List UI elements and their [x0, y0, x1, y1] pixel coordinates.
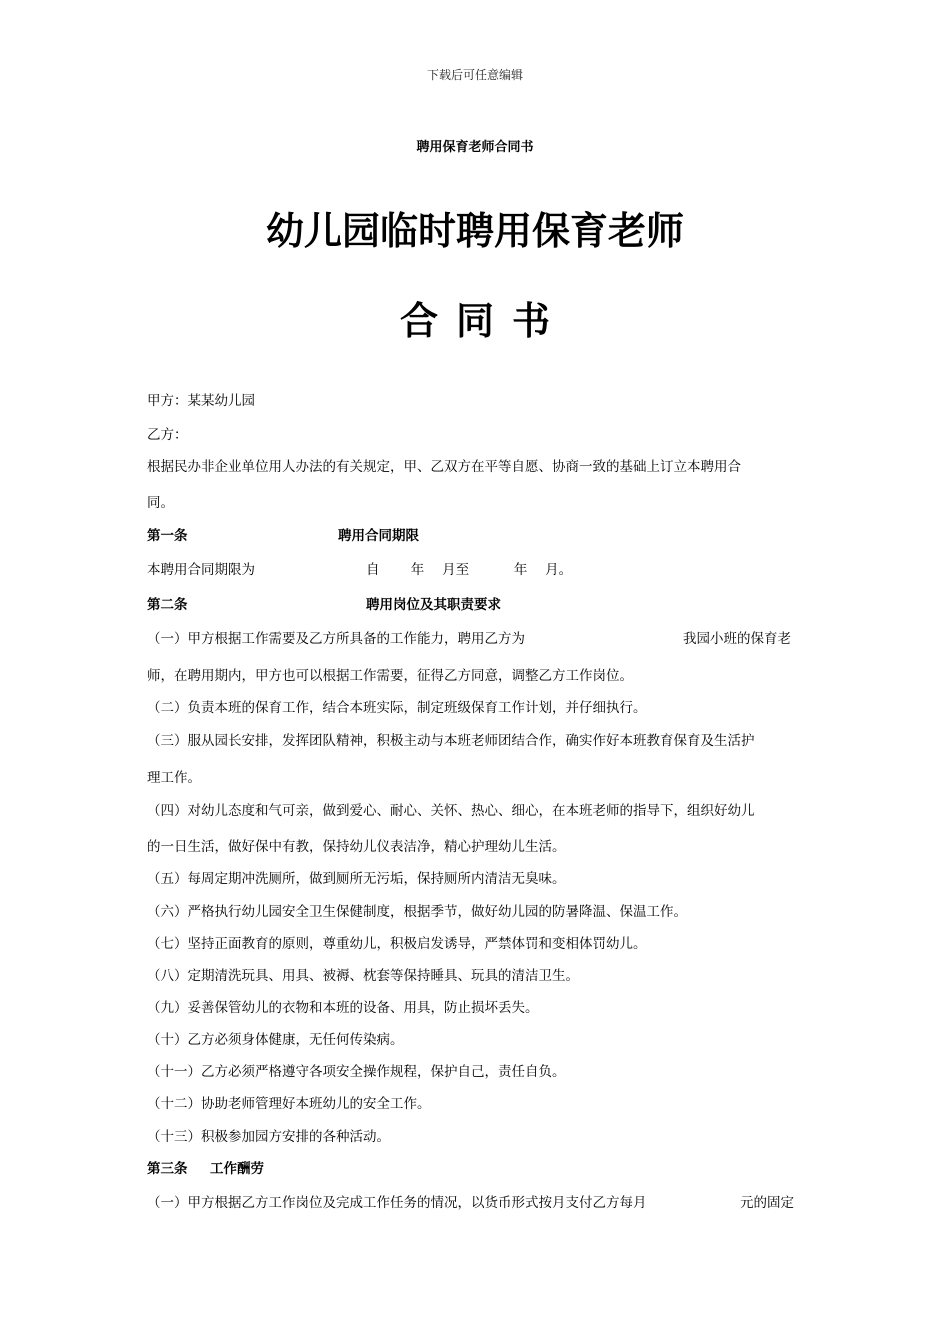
duty-11: （十一）乙方必须严格遵守各项安全操作规程，保护自己，责任自负。: [147, 1064, 566, 1080]
document-title-line-1: 幼儿园临时聘用保育老师: [265, 209, 684, 253]
party-a: 甲方：某某幼儿园: [147, 393, 255, 409]
duty-3-line-1: （三）服从园长安排，发挥团队精神，积极主动与本班老师团结合作，确实作好本班教育保育及生活护: [147, 733, 755, 749]
intro-line-1: 根据民办非企业单位用人办法的有关规定，甲、乙双方在平等自愿、协商一致的基础上订立本聘用合: [147, 459, 741, 475]
duty-5: （五）每周定期冲洗厕所，做到厕所无污垢，保持厕所内清洁无臭味。: [147, 871, 566, 887]
duty-1-line-2: 师，在聘用期内，甲方也可以根据工作需要，征得乙方同意，调整乙方工作岗位。: [147, 668, 633, 684]
duty-1-line-1a: （一）甲方根据工作需要及乙方所具备的工作能力，聘用乙方为: [147, 631, 525, 647]
article-3-title: 工作酬劳: [210, 1161, 264, 1177]
page-header: 下载后可任意编辑: [426, 68, 523, 82]
term-dates: 自 年 月至 年 月。: [366, 562, 573, 578]
intro-line-2: 同。: [147, 495, 174, 511]
duty-9: （九）妥善保管幼儿的衣物和本班的设备、用具，防止损坏丢失。: [147, 1000, 539, 1016]
document-subtitle: 聘用保育老师合同书: [416, 140, 534, 155]
pay-line-b: 元的固定: [740, 1195, 794, 1211]
duty-4-line-1: （四）对幼儿态度和气可亲，做到爱心、耐心、关怀、热心、细心，在本班老师的指导下，组织好幼儿: [147, 803, 755, 819]
document-title-line-2: 合同书: [399, 299, 568, 343]
duty-12: （十二）协助老师管理好本班幼儿的安全工作。: [147, 1096, 431, 1112]
article-2-label: 第二条: [147, 597, 188, 613]
article-3-label: 第三条: [147, 1161, 188, 1177]
duty-2: （二）负责本班的保育工作，结合本班实际，制定班级保育工作计划，并仔细执行。: [147, 700, 647, 716]
duty-7: （七）坚持正面教育的原则，尊重幼儿，积极启发诱导，严禁体罚和变相体罚幼儿。: [147, 936, 647, 952]
party-b: 乙方：: [147, 427, 188, 443]
duty-13: （十三）积极参加园方安排的各种活动。: [147, 1129, 390, 1145]
duty-4-line-2: 的一日生活，做好保中有教，保持幼儿仪表洁净，精心护理幼儿生活。: [147, 839, 566, 855]
duty-10: （十）乙方必须身体健康，无任何传染病。: [147, 1032, 404, 1048]
duty-6: （六）严格执行幼儿园安全卫生保健制度，根据季节，做好幼儿园的防暑降温、保温工作。: [147, 904, 687, 920]
term-prefix: 本聘用合同期限为: [147, 562, 255, 578]
duty-8: （八）定期清洗玩具、用具、被褥、枕套等保持睡具、玩具的清洁卫生。: [147, 968, 579, 984]
duty-3-line-2: 理工作。: [147, 770, 201, 786]
article-1-label: 第一条: [147, 528, 188, 544]
pay-line-a: （一）甲方根据乙方工作岗位及完成工作任务的情况，以货币形式按月支付乙方每月: [147, 1195, 647, 1211]
duty-1-line-1b: 我园小班的保育老: [683, 631, 791, 647]
article-1-title: 聘用合同期限: [338, 528, 419, 544]
article-2-title: 聘用岗位及其职责要求: [366, 597, 501, 613]
